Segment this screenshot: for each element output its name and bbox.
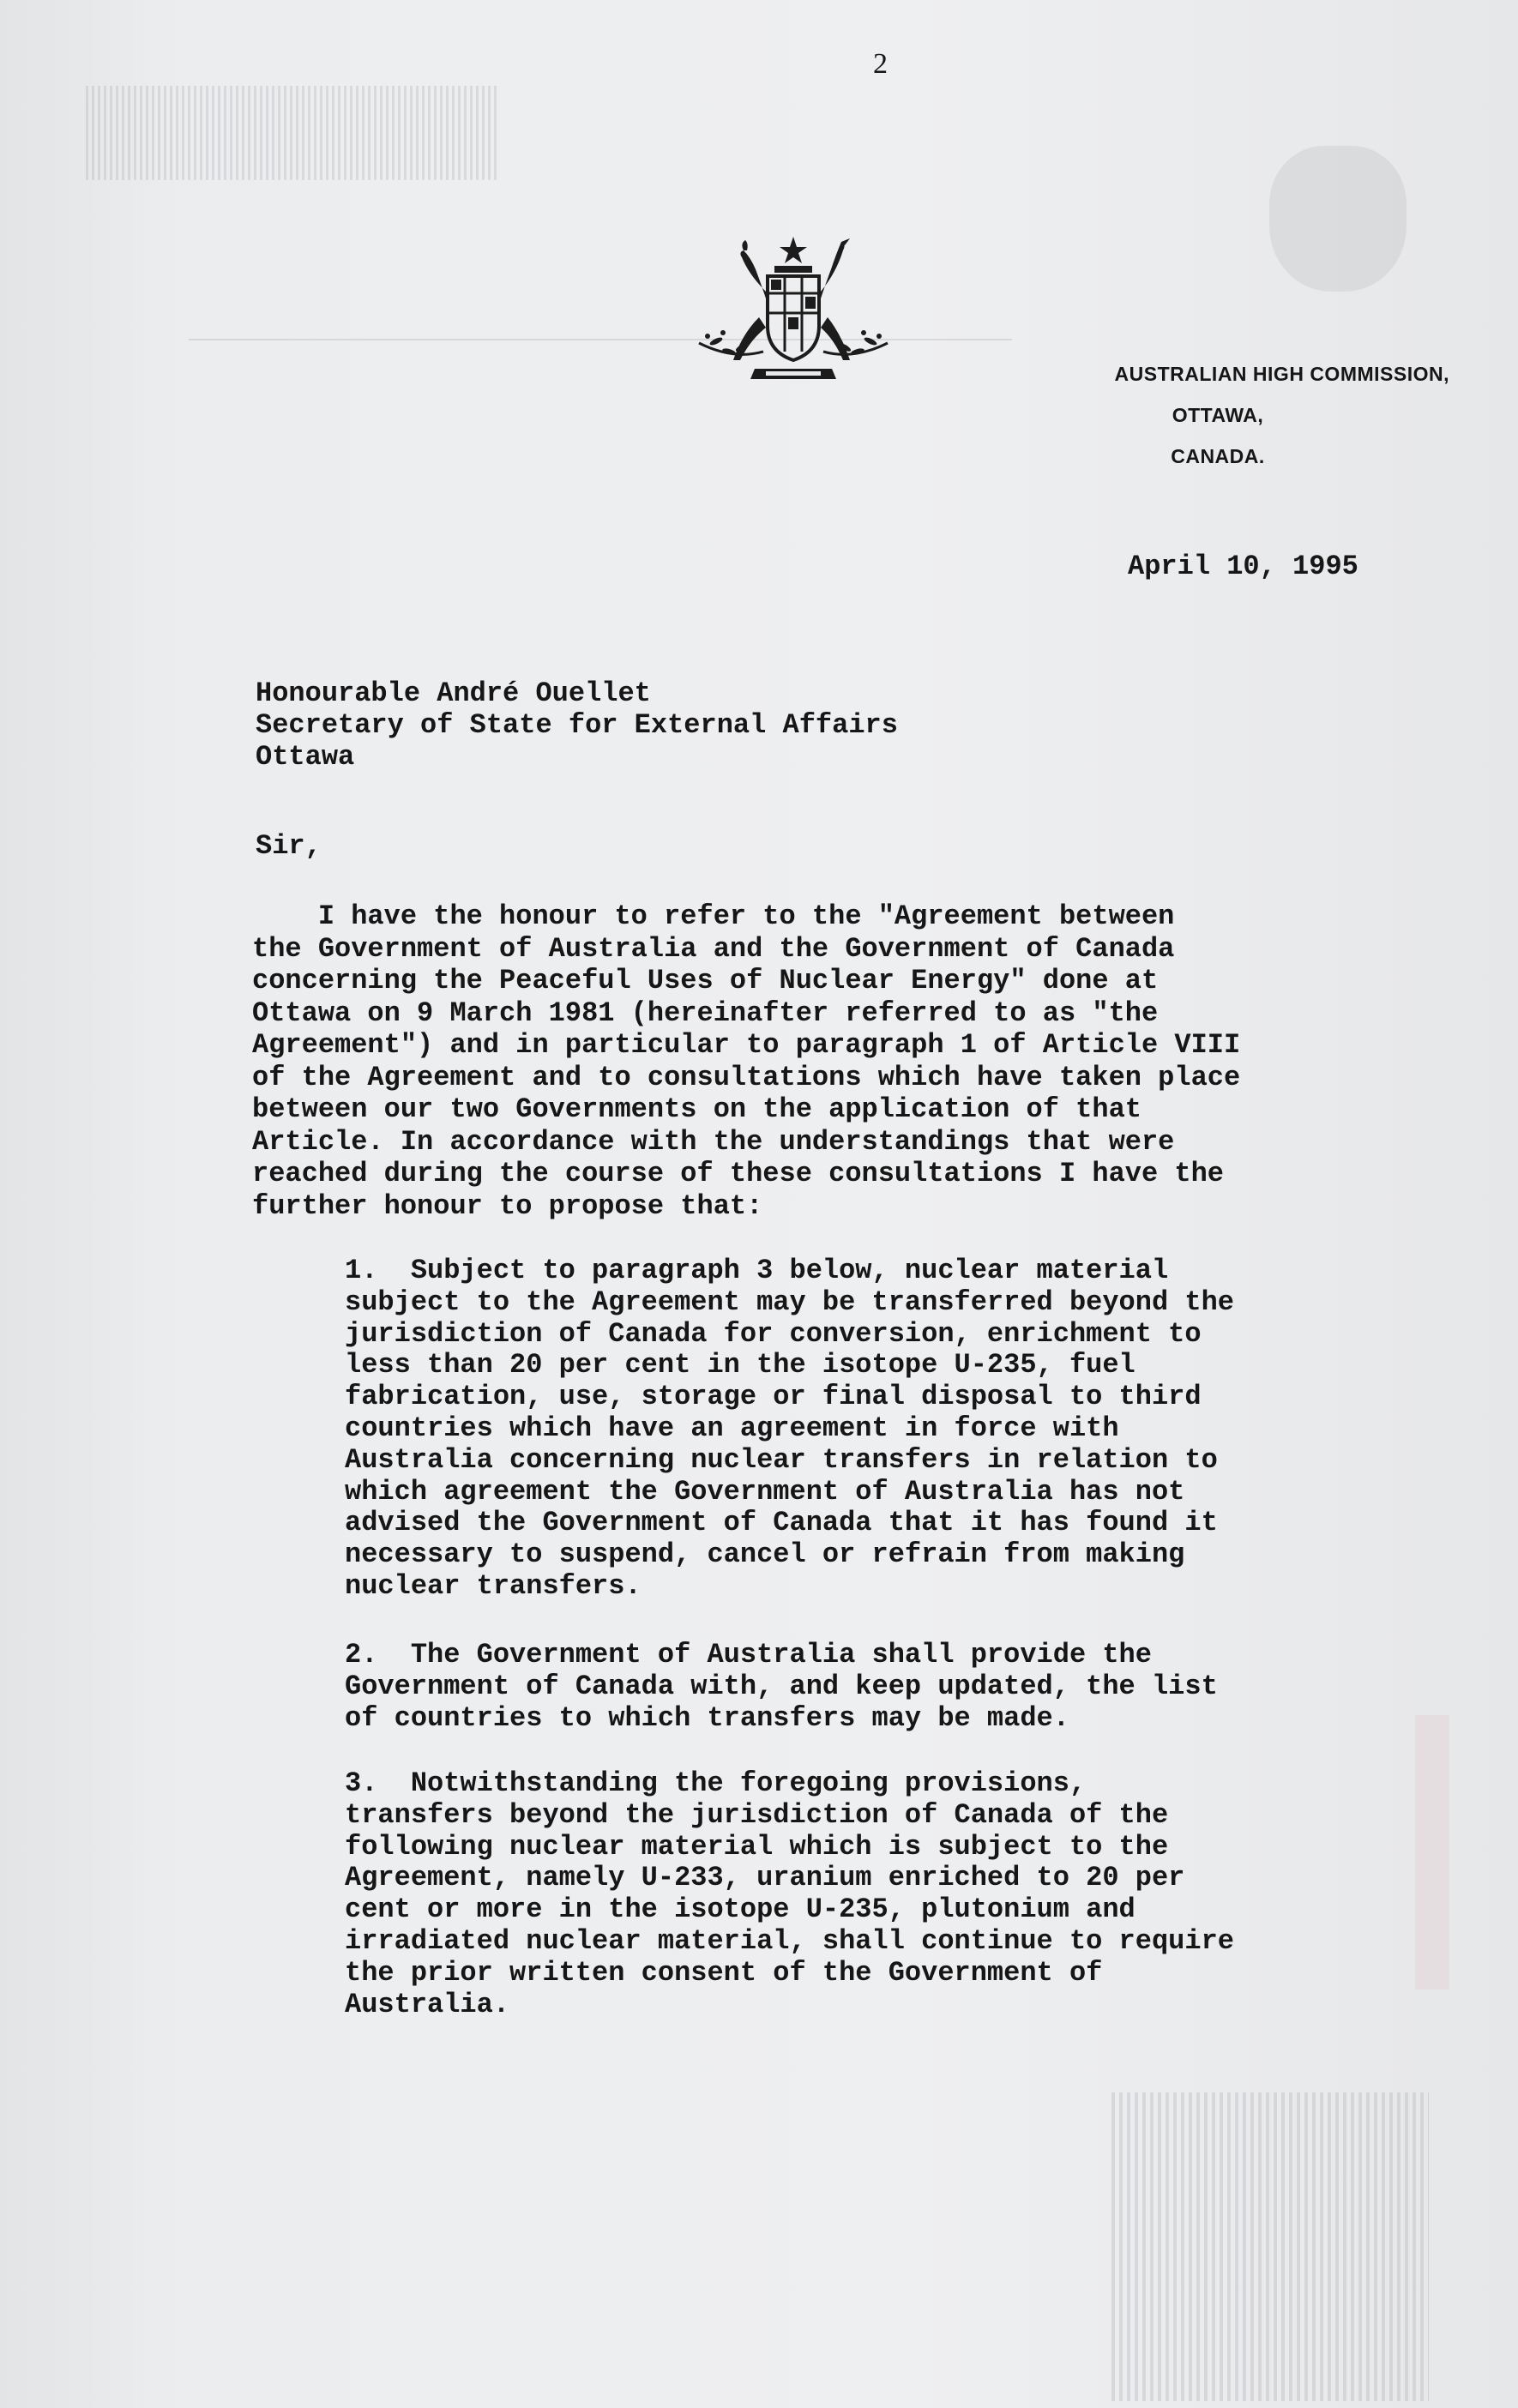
recipient-address [256,677,898,773]
body-line: Ottawa on 9 March 1981 (hereinafter referred to as "the [252,996,1159,1029]
clause-line: Australia concerning nuclear transfers in relation to [345,1443,1218,1476]
clause-line: 3. Notwithstanding the foregoing provisions, [345,1767,1087,1799]
clause-line: following nuclear material which is subject to the [345,1830,1169,1863]
opening-paragraph [252,900,1436,1222]
clause-line: countries which have an agreement in force with [345,1412,1119,1444]
body-line: between our two Governments on the application of that [252,1093,1142,1125]
body-line: reached during the course of these consultations I have the [252,1158,1224,1189]
body-line: of the Agreement and to consultations which have taken place [252,1061,1241,1093]
clause-line: less than 20 per cent in the isotope U-235, fuel [345,1349,1135,1382]
clause-line: Agreement, namely U-233, uranium enriched to 20 per [345,1862,1185,1894]
bleed-through-barcode-bottom [1111,2092,1429,2401]
clause-line: cent or more in the isotope U-235, plutonium and [345,1893,1135,1926]
clause-line: 1. Subject to paragraph 3 below, nuclear material [345,1255,1169,1286]
clause-line: irradiated nuclear material, shall continue to require [345,1924,1234,1957]
salutation: Sir, [256,830,322,862]
letterhead-country: CANADA. [1171,445,1265,467]
clause-line: subject to the Agreement may be transferred beyond the [345,1285,1234,1318]
bleed-through-seal [1269,146,1407,292]
letterhead [986,353,1449,477]
clause-line: 2. The Government of Australia shall provide the [345,1639,1152,1671]
address-line: Ottawa [256,741,355,773]
clause-line: advised the Government of Canada that it has found it [345,1507,1218,1539]
clause-line: which agreement the Government of Australia has not [345,1475,1185,1508]
letter-date: April 10, 1995 [1128,551,1358,582]
clause-1 [345,1255,1434,1603]
clause-line: transfers beyond the jurisdiction of Canada of the [345,1798,1169,1831]
body-line: I have the honour to refer to the "Agreement between [252,900,1175,932]
bleed-through-barcode [86,86,497,180]
australian-coat-of-arms-icon [682,232,905,394]
clause-line: the prior written consent of the Government of [345,1956,1103,1989]
body-line: further honour to propose that: [252,1189,763,1222]
clause-line: fabrication, use, storage or final disposal to third [345,1381,1202,1413]
body-line: Agreement") and in particular to paragraph 1 of Article VIII [252,1029,1241,1061]
clause-line: Australia. [345,1988,510,2020]
letterhead-organization: AUSTRALIAN HIGH COMMISSION, [1114,363,1449,385]
clause-line: Government of Canada with, and keep updated, the list [345,1670,1218,1702]
clause-2 [345,1640,1434,1734]
clause-line: nuclear transfers. [345,1569,642,1602]
clause-3 [345,1768,1434,2020]
address-line: Secretary of State for External Affairs [256,709,898,741]
letterhead-city: OTTAWA, [1172,404,1264,426]
clause-line: of countries to which transfers may be made. [345,1701,1069,1734]
address-line: Honourable André Ouellet [256,677,651,709]
body-line: Article. In accordance with the understandings that were [252,1125,1175,1158]
page-number: 2 [873,48,888,80]
body-line: the Government of Australia and the Government of Canada [252,932,1175,965]
clause-line: necessary to suspend, cancel or refrain from making [345,1538,1185,1571]
body-line: concerning the Peaceful Uses of Nuclear Energy" done at [252,965,1159,996]
clause-line: jurisdiction of Canada for conversion, enrichment to [345,1317,1202,1350]
